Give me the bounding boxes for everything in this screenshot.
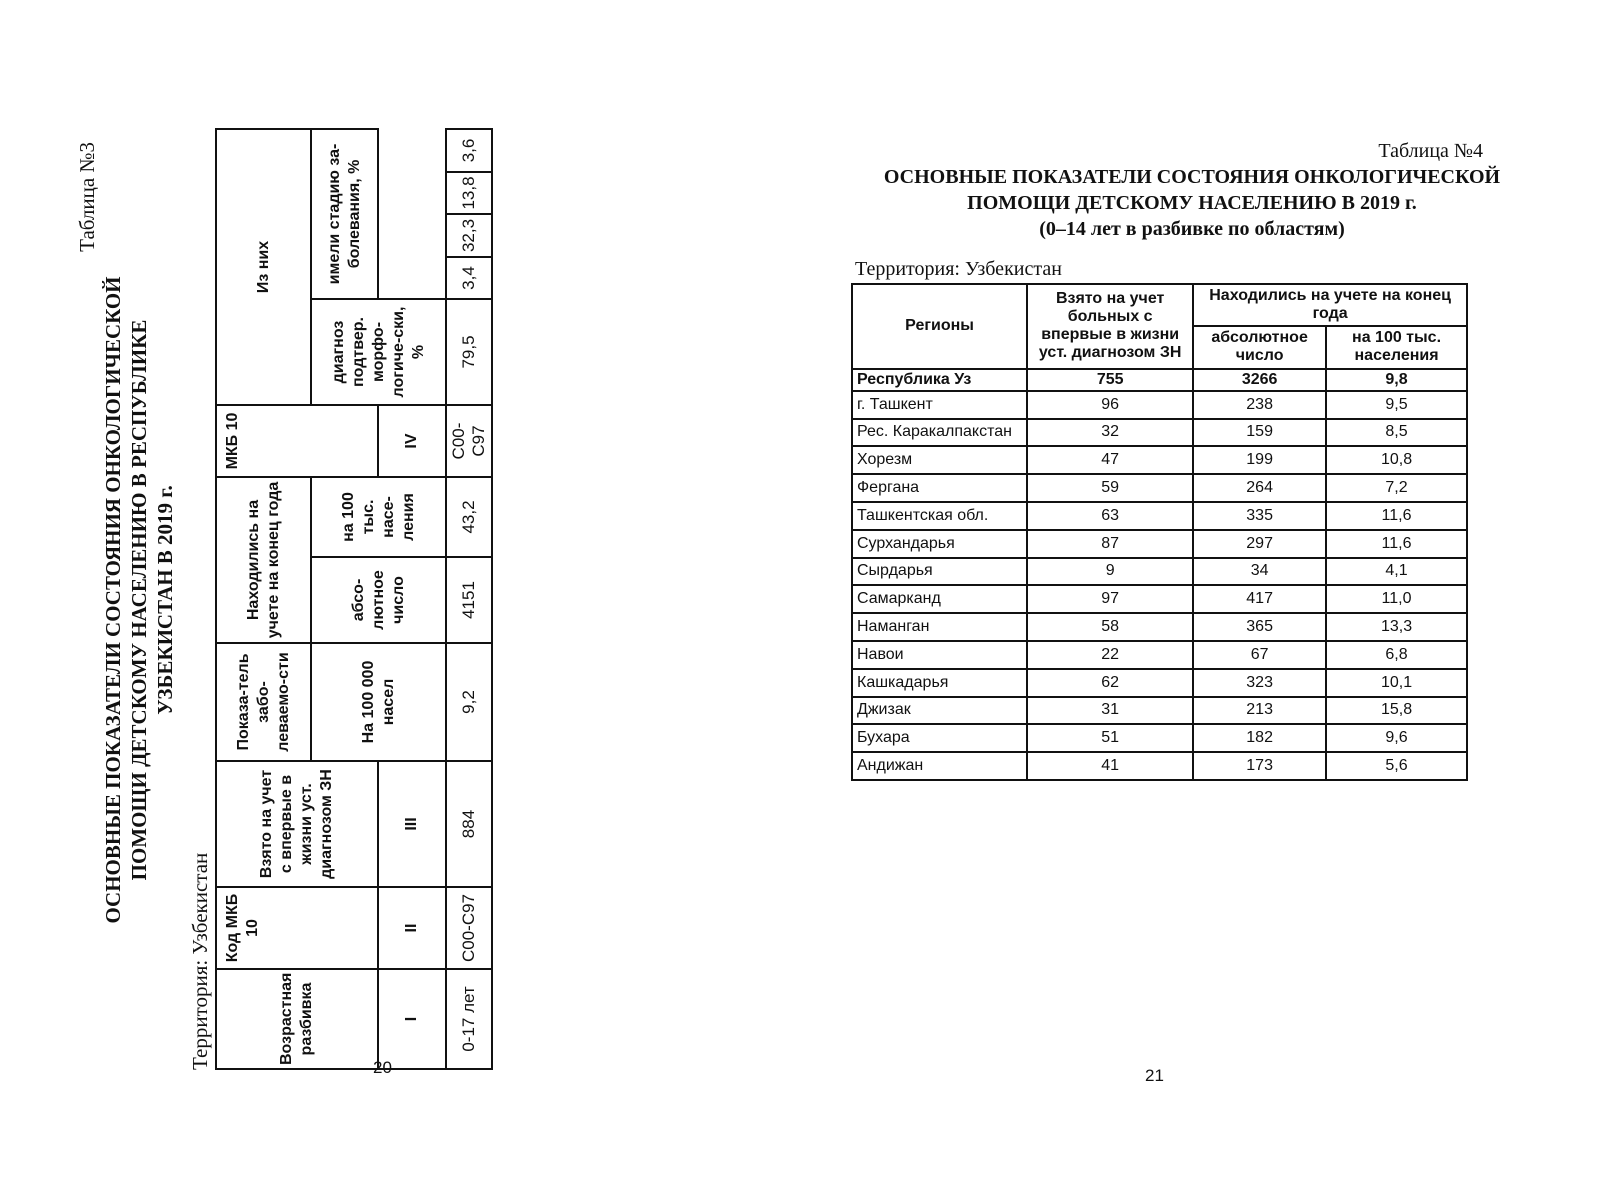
cell-per100k: 10,8 [1326, 446, 1467, 474]
cell-region: Навои [852, 641, 1027, 669]
header-icd10: МКБ 10 [216, 405, 378, 477]
cell-registered: 63 [1027, 502, 1193, 530]
territory-label: Территория: Узбекистан [855, 258, 1062, 280]
table-row [852, 613, 1467, 641]
header-of-them: Из них [216, 129, 311, 405]
table-row [852, 369, 1467, 391]
header-age: Возрастная разбивка [216, 969, 378, 1069]
title-line: ПОМОЩИ ДЕТСКОМУ НАСЕЛЕНИЮ В 2019 г. [967, 192, 1417, 214]
cell-per100k: 9,8 [1326, 369, 1467, 391]
header-regions: Регионы [852, 284, 1027, 369]
header-incidence: Показа-тель забо-леваемо-сти [216, 643, 311, 761]
table-4-title [842, 164, 1542, 242]
cell-age: 0-17 лет [446, 969, 492, 1069]
cell-registered: 59 [1027, 474, 1193, 502]
cell-per100k: 9,6 [1326, 724, 1467, 752]
cell-per100k: 5,6 [1326, 752, 1467, 780]
header-stage-3: III [378, 761, 446, 887]
cell-registered: 51 [1027, 724, 1193, 752]
header-stage-1: I [378, 969, 446, 1069]
cell-per100k: 6,8 [1326, 641, 1467, 669]
table-row [852, 724, 1467, 752]
table-row [852, 419, 1467, 447]
cell-registered: 87 [1027, 530, 1193, 558]
cell-per100k: 4,1 [1326, 558, 1467, 586]
cell-registered: 31 [1027, 697, 1193, 725]
cell-abs: 3266 [1193, 369, 1326, 391]
header-registered: Взято на учет больных с впервые в жизни уст. диагнозом ЗН [1027, 284, 1193, 369]
cell-abs: 297 [1193, 530, 1326, 558]
title-line: ПОМОЩИ ДЕТСКОМУ НАСЕЛЕНИЮ В РЕСПУБЛИКЕ [127, 319, 151, 881]
cell-region: Самарканд [852, 585, 1027, 613]
cell-per100k: 11,0 [1326, 585, 1467, 613]
table-row [852, 502, 1467, 530]
cell-per100k: 7,2 [1326, 474, 1467, 502]
table-3-title [100, 130, 178, 1070]
cell-abs: 34 [1193, 558, 1326, 586]
header-on-record-per100k: на 100 тыс. насе-ления [311, 477, 446, 557]
table-3-label: Таблица №3 [75, 142, 99, 252]
cell-per100k: 8,5 [1326, 419, 1467, 447]
header-per100k: на 100 тыс. населения [1326, 326, 1467, 368]
cell-abs: 213 [1193, 697, 1326, 725]
cell-per100k: 9,5 [1326, 391, 1467, 419]
cell-abs: 182 [1193, 724, 1326, 752]
cell-abs: 4151 [446, 557, 492, 643]
cell-region: Рес. Каракалпакстан [852, 419, 1027, 447]
cell-region: Сурхандарья [852, 530, 1027, 558]
table-3 [215, 128, 493, 1070]
cell-region: Фергана [852, 474, 1027, 502]
cell-registered: 755 [1027, 369, 1193, 391]
table-row [852, 669, 1467, 697]
cell-region: Ташкентская обл. [852, 502, 1027, 530]
cell-registered: 32 [1027, 419, 1193, 447]
cell-abs: 67 [1193, 641, 1326, 669]
cell-region: Республика Уз [852, 369, 1027, 391]
cell-region: Джизак [852, 697, 1027, 725]
cell-region: Кашкадарья [852, 669, 1027, 697]
cell-per100k: 11,6 [1326, 530, 1467, 558]
cell-icd: С00-С97 [446, 405, 492, 477]
table-row [446, 129, 492, 1069]
header-stage-2: II [378, 887, 446, 969]
table-row [852, 530, 1467, 558]
title-line: ОСНОВНЫЕ ПОКАЗАТЕЛИ СОСТОЯНИЯ ОНКОЛОГИЧЕСКОЙ [101, 276, 125, 924]
header-on-record-abs: абсо-лютное число [311, 557, 446, 643]
table-row [852, 446, 1467, 474]
cell-stage-2: 32,3 [446, 214, 492, 257]
header-icd-code: Код МКБ 10 [216, 887, 378, 969]
table-row [852, 391, 1467, 419]
header-stage-4: IV [378, 405, 446, 477]
page-number: 21 [1145, 1066, 1164, 1085]
cell-abs: 417 [1193, 585, 1326, 613]
cell-registered: 9 [1027, 558, 1193, 586]
cell-registered: 97 [1027, 585, 1193, 613]
cell-abs: 173 [1193, 752, 1326, 780]
cell-code: С00-С97 [446, 887, 492, 969]
cell-abs: 335 [1193, 502, 1326, 530]
territory-label: Территория: Узбекистан [188, 852, 212, 1070]
title-line: ОСНОВНЫЕ ПОКАЗАТЕЛИ СОСТОЯНИЯ ОНКОЛОГИЧЕСКОЙ [883, 166, 1501, 188]
cell-per100k: 10,1 [1326, 669, 1467, 697]
cell-stage-4: 3,6 [446, 129, 492, 172]
cell-region: Бухара [852, 724, 1027, 752]
rotated-content [75, 130, 488, 1070]
header-stage: имели стадию за-болевания, % [311, 129, 378, 299]
table-row [852, 558, 1467, 586]
cell-per100k: 13,3 [1326, 613, 1467, 641]
page-number: 20 [373, 1058, 392, 1077]
header-incidence-sub: На 100 000 насел [311, 643, 446, 761]
table-row [852, 697, 1467, 725]
cell-registered: 96 [1027, 391, 1193, 419]
cell-registered: 62 [1027, 669, 1193, 697]
header-on-record: Находились на учете на конец года [216, 477, 311, 643]
table-row [852, 585, 1467, 613]
table-4 [851, 283, 1468, 781]
cell-abs: 264 [1193, 474, 1326, 502]
header-morph: диагноз подтвер. морфо-логиче-ски, % [311, 299, 446, 405]
cell-morph: 79,5 [446, 299, 492, 405]
left-page [0, 0, 790, 1181]
cell-registered: 22 [1027, 641, 1193, 669]
cell-per100k: 15,8 [1326, 697, 1467, 725]
cell-abs: 199 [1193, 446, 1326, 474]
title-line: УЗБЕКИСТАН В 2019 г. [153, 485, 177, 715]
cell-region: Андижан [852, 752, 1027, 780]
cell-stage-1: 3,4 [446, 257, 492, 299]
cell-abs: 323 [1193, 669, 1326, 697]
cell-region: г. Ташкент [852, 391, 1027, 419]
table-4-label: Таблица №4 [1378, 140, 1483, 162]
cell-registered: 41 [1027, 752, 1193, 780]
header-registered: Взято на учет с впервые в жизни уст. диагнозом ЗН [216, 761, 378, 887]
table-row [852, 752, 1467, 780]
cell-region: Хорезм [852, 446, 1027, 474]
cell-registered: 884 [446, 761, 492, 887]
cell-registered: 58 [1027, 613, 1193, 641]
header-on-record: Находились на учете на конец года [1193, 284, 1467, 326]
cell-region: Сырдарья [852, 558, 1027, 586]
header-abs: абсолютное число [1193, 326, 1326, 368]
title-line: (0–14 лет в разбивке по областям) [1039, 218, 1345, 240]
cell-incidence: 9,2 [446, 643, 492, 761]
cell-abs: 238 [1193, 391, 1326, 419]
table-row [852, 641, 1467, 669]
cell-abs: 365 [1193, 613, 1326, 641]
cell-stage-3: 13,8 [446, 172, 492, 214]
cell-registered: 47 [1027, 446, 1193, 474]
cell-per100k: 11,6 [1326, 502, 1467, 530]
table-row [852, 474, 1467, 502]
table-body [852, 369, 1467, 780]
cell-abs: 159 [1193, 419, 1326, 447]
cell-region: Наманган [852, 613, 1027, 641]
right-page [790, 0, 1601, 1181]
cell-per100k: 43,2 [446, 477, 492, 557]
